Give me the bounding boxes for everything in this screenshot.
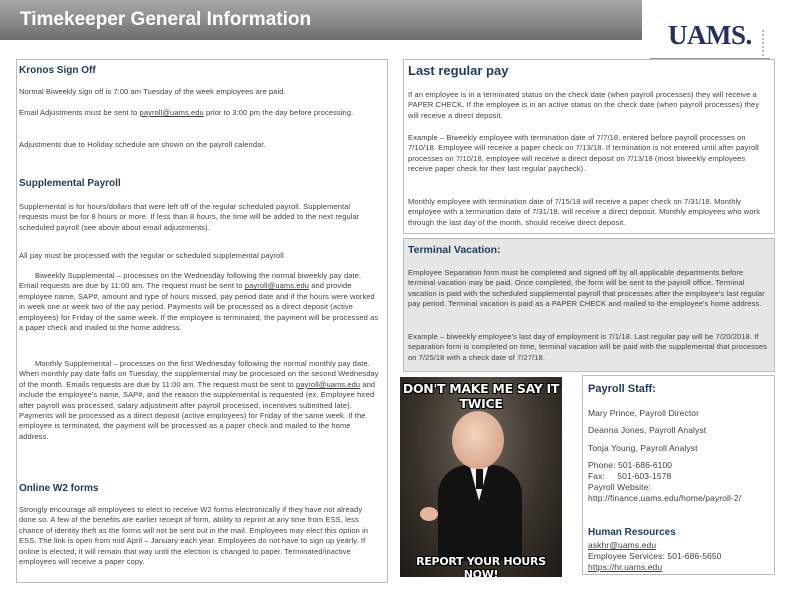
meme-top-text: DON'T MAKE ME SAY IT TWICE — [402, 381, 560, 411]
supplemental-monthly-text — [19, 359, 381, 442]
logo-divider — [762, 30, 766, 60]
kronos-text-3: Adjustments due to Holiday schedule are shown on the payroll calendar. — [19, 140, 266, 149]
supplemental-heading: Supplemental Payroll — [19, 178, 121, 189]
last-pay-text-2: Example – Biweekly employee with termination date of 7/7/18, entered before payroll processes on 7/10/18. Employee will receive a paper check on 7/13/18. If termination is not entered until after payroll processes on 7/10/18, employee will receive a direct deposit on 7/13/18 (most biweekly employees receive paper check for their last regular paycheck). — [408, 133, 759, 174]
payroll-email-link-3[interactable]: payroll@uams.edu — [295, 379, 361, 389]
staff-member-3: Tonja Young, Payroll Analyst — [588, 443, 698, 453]
w2-text: Strongly encourage all employees to elect to receive W2 forms electronically if they have not already done so. A few of the benefits are earlier receipt of form, ability to reprint at any time from ESS, less chance of identity theft as the forms will not be sent out in the mail. Employees may elect this option in ESS. The link is open from mid April – January each year. Employees do not have to sign up yearly. If online is elected, it will remain that way until the election is changed to paper. Terminated/inactive employees will receive a paper copy. — [19, 505, 369, 567]
biweekly-text-b: and provide employee name, SAP#, amount and type of hours missed, pay period date and if the hours were worked in week one or week two of the pay period. Payments will be processed as a direct deposit (active employees) for Friday of the same week. If the employee is terminated, the payment will be processed as a paper check and mailed to the home address. — [19, 281, 379, 333]
hr-services: Employee Services: 501-686-5650 — [588, 551, 722, 561]
staff-phone: Phone: 501-686-6100 — [588, 460, 673, 470]
hr-email-link[interactable]: askhr@uams.edu — [588, 540, 657, 550]
payroll-staff-heading: Payroll Staff: — [588, 383, 656, 395]
biweekly-text-a: Biweekly Supplemental – processes on the Wednesday following the normal biweekly pay date. Email requests are due by 11:00 am. The request must be sent to — [19, 271, 362, 291]
page-title: Timekeeper General Information — [20, 9, 312, 30]
supplemental-biweekly-text — [19, 271, 381, 333]
terminal-vacation-text-1: Employee Separation form must be completed and signed off by all applicable departments before terminal vacation may be paid. Once completed, the form will be sent to the payroll office. Terminal vacation is paid with the scheduled supplemental payroll that processes after the employee's last regular pay period. Terminal vacation is paid as a PAPER CHECK and mailed to the employee's home address. — [408, 268, 765, 309]
supplemental-text-1: Supplemental is for hours/dollars that were left off of the regular scheduled payroll. Supplemental requests must be for 8 hours or more. If less than 8 hours, the time will be added to the next regular scheduled payroll (see above about email adjustments). — [19, 202, 360, 232]
kronos-text-2a: Email Adjustments must be sent to — [19, 108, 140, 117]
last-pay-text-3: Monthly employee with termination date of 7/15/18 will receive a paper check on 7/31/18. Monthly employee with a termination date of 7/31/18, will receive a direct deposit. Monthly employees who work through the last day of the month, should receive direct deposit. — [408, 197, 761, 227]
payroll-website-link[interactable]: http://finance.uams.edu/home/payroll-2/ — [588, 493, 742, 503]
header-bar — [0, 0, 642, 40]
baby-hand — [420, 507, 438, 521]
kronos-text-1: Normal Biweekly sign off is 7:00 am Tuesday of the week employees are paid. — [19, 87, 286, 96]
baby-tie — [476, 469, 483, 489]
kronos-text-2b: prior to 3:00 pm the day before processing. — [203, 108, 354, 117]
monthly-text-b: and include the employee's name, SAP#, and the reason the supplemental is requested (ex. Employee hired after payroll was processed, salary adjustment after payroll processed, incentives submitted late). Payments will be processed as a direct deposit (active employees) for Friday of the same week. If the employee is terminated, the payment will be processed as a paper check and mailed to the home address. — [19, 379, 376, 441]
baby-head — [452, 411, 504, 469]
w2-heading: Online W2 forms — [19, 483, 99, 494]
hr-website-link[interactable]: https://hr.uams.edu — [588, 562, 663, 572]
payroll-email-link[interactable]: payroll@uams.edu — [139, 108, 204, 117]
staff-fax: Fax: 501-603-1578 — [588, 471, 672, 481]
monthly-text-a: Monthly Supplemental – processes on the first Wednesday following the normal monthly pay date. When monthly pay date falls on Tuesday, the supplemental may be processed on the second Wednesday of the month. Emails requests are due by 11:00 am. The request must be sent to — [19, 359, 379, 389]
meme-image — [400, 377, 562, 577]
staff-member-1: Mary Prince, Payroll Director — [588, 408, 700, 418]
last-pay-heading: Last regular pay — [408, 63, 509, 78]
hr-heading: Human Resources — [588, 527, 676, 538]
staff-member-2: Deanna Jones, Payroll Analyst — [588, 425, 707, 435]
kronos-text-2 — [19, 108, 379, 118]
kronos-heading: Kronos Sign Off — [19, 65, 96, 76]
supplemental-text-2: All pay must be processed with the regular or scheduled supplemental payroll. — [19, 251, 287, 260]
terminal-vacation-text-2: Example – biweekly employee's last day of employment is 7/1/18. Last regular pay will be 7/20/2018. If separation form is completed on time, terminal vacation will be paid with the supplemental that processes on 7/25/18 with a check date of 7/27/18. — [408, 332, 768, 362]
last-pay-text-1: If an employee is in a terminated status on the check date (when payroll processes) they will receive a PAPER CHECK. If the employee is in an active status on the check date (when payroll processes) they will receive a direct deposit. — [408, 90, 760, 120]
terminal-vacation-heading: Terminal Vacation: — [408, 244, 501, 256]
uams-logo: UAMS. — [668, 20, 752, 50]
meme-bottom-text: REPORT YOUR HOURS NOW! — [416, 555, 546, 577]
payroll-email-link-2[interactable]: payroll@uams.edu — [244, 281, 310, 291]
payroll-website-label: Payroll Website: — [588, 482, 651, 492]
